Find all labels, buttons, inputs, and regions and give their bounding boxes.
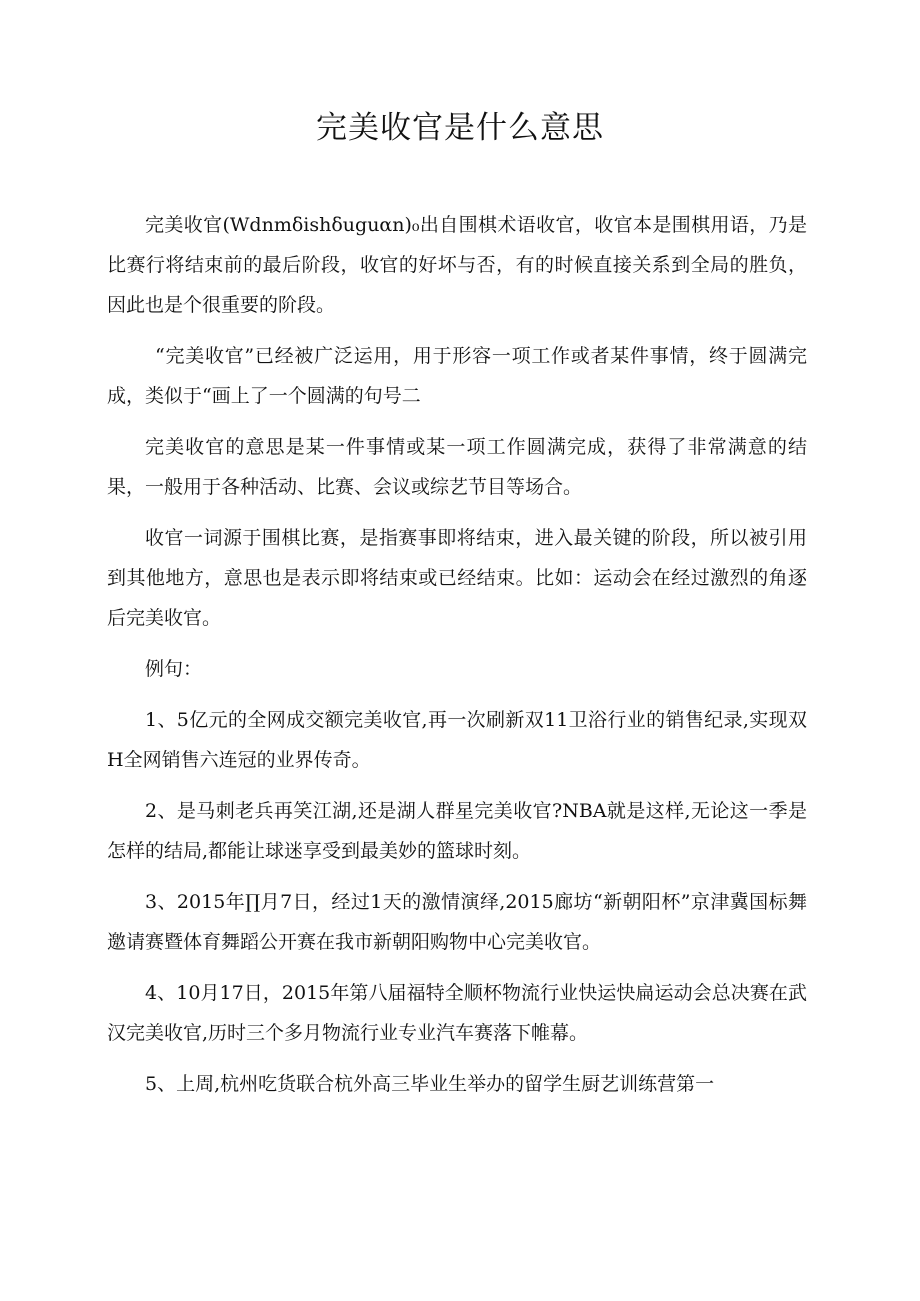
- example-sentence-4: 4、10月17日，2015年第八届福特全顺杯物流行业快运快扁运动会总决赛在武汉完美收官,历时三个多月物流行业专业汽车赛落下帷幕。: [107, 982, 807, 1044]
- paragraph-examples-heading: 例句：: [145, 658, 203, 680]
- paragraph-definition: 完美收官(Wdnmδishδuguαn)₀出自围棋术语收官，收官本是围棋用语，乃是比赛行将结束前的最后阶段，收官的好坏与否，有的时候直接关系到全局的胜负，因此也是个很重要的阶段。: [107, 214, 807, 316]
- paragraph-meaning: 完美收官的意思是某一件事情或某一项工作圆满完成，获得了非常满意的结果，一般用于各种活动、比赛、会议或综艺节目等场合。: [107, 436, 807, 498]
- paragraph-origin: 收官一词源于围棋比赛，是指赛事即将结束，进入最关键的阶段，所以被引用到其他地方，意思也是表示即将结束或已经结束。比如：运动会在经过激烈的角逐后完美收官。: [107, 527, 807, 629]
- example-sentence-2: 2、是马刺老兵再笑江湖,还是湖人群星完美收官?NBA就是这样,无论这一季是怎样的结局,都能让球迷享受到最美妙的篮球时刻。: [107, 800, 807, 862]
- example-sentence-5: 5、上周,杭州吃货联合杭外高三毕业生举办的留学生厨艺训练营第一: [145, 1073, 715, 1095]
- paragraph-usage: “完美收官”已经被广泛运用，用于形容一项工作或者某件事情，终于圆满完成，类似于“画上了一个圆满的句号二: [107, 345, 807, 407]
- document-body: [107, 205, 807, 1115]
- example-sentence-1: 1、5亿元的全网成交额完美收官,再一次刷新双11卫浴行业的销售纪录,实现双H全网销售六连冠的业界传奇。: [107, 709, 807, 771]
- example-sentence-3: 3、2015年∏月7日，经过1天的激情演绎,2015廊坊“新朝阳杯”京津冀国标舞邀请赛暨体育舞蹈公开赛在我市新朝阳购物中心完美收官。: [107, 891, 807, 953]
- document-title: 完美收官是什么意思: [316, 110, 604, 146]
